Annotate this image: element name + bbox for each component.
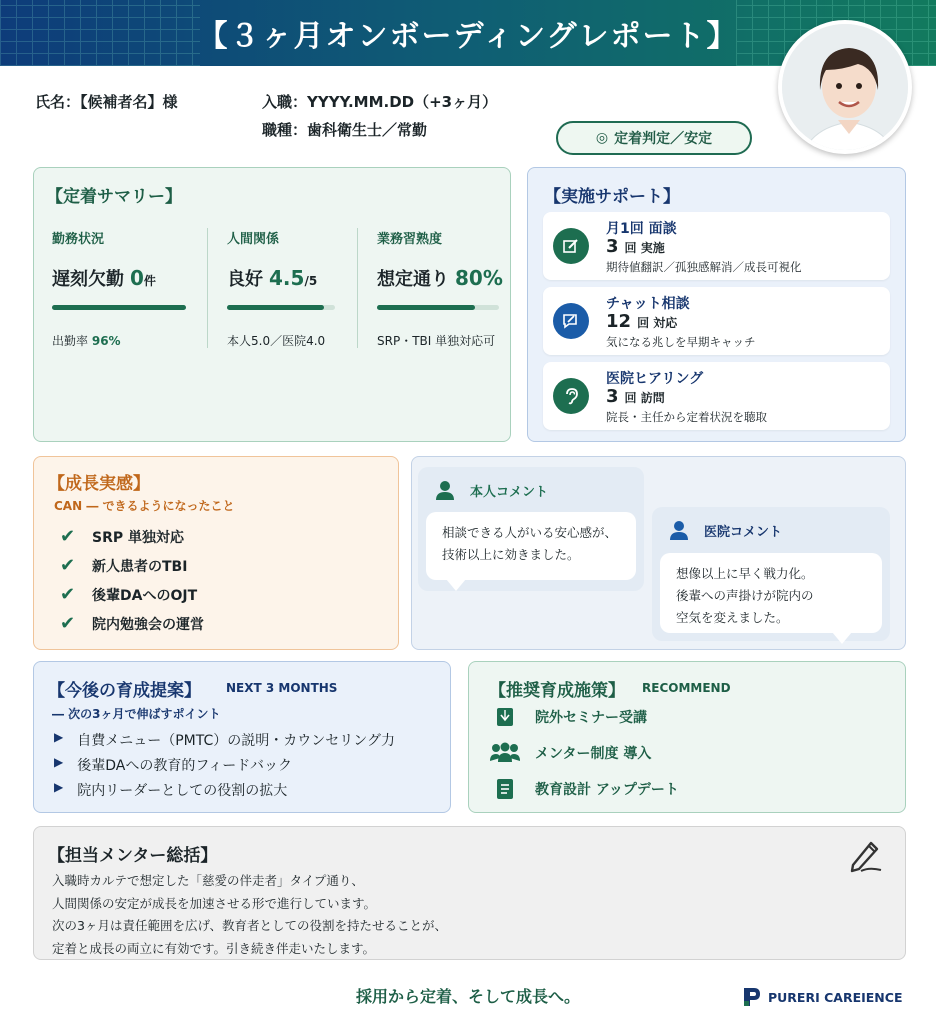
growth-card <box>33 456 399 650</box>
check-icon: ✔ <box>60 613 76 634</box>
support-count: 3 回 実施 <box>606 236 665 257</box>
mentor-summary-text: 入職時カルテで想定した「慈愛の伴走者」タイプ通り、 人間関係の安定が成長を加速させる形で進行しています。 次の3ヶ月は責任範囲を広げ、教育者としての役割を持たせることが、 定着と成長の両立に有効です。引き続き伴走いたします。 <box>52 873 447 956</box>
status-badge-label: 定着判定／安定 <box>614 131 713 147</box>
comment-bubble: 相談できる人がいる安心感が、 技術以上に効きました。 <box>426 512 636 580</box>
section-title: 【推奨育成施策】 <box>489 681 625 701</box>
progress-bar <box>52 305 186 310</box>
recommended-measures-card <box>468 661 906 813</box>
support-desc: 院長・主任から定着状況を聴取 <box>606 410 767 424</box>
status-badge <box>556 121 752 155</box>
bubble-tail <box>832 632 852 644</box>
list-item: ▶ 自費メニュー（PMTC）の説明・カウンセリング力 <box>54 730 395 749</box>
metric-note: 本人5.0／医院4.0 <box>227 334 326 348</box>
section-title: 【実施サポート】 <box>544 187 680 207</box>
list-item: ✔ 院内勉強会の運営 <box>60 613 204 634</box>
section-tag: NEXT 3 MONTHS <box>226 681 338 695</box>
header-grid-pattern <box>0 0 200 66</box>
triangle-icon: ▶ <box>54 730 64 744</box>
support-title: 月1回 面談 <box>606 221 677 237</box>
section-tag: RECOMMEND <box>642 681 731 695</box>
double-circle-icon: ◎ <box>595 130 609 146</box>
list-item: ✔ 後輩DAへのOJT <box>60 584 198 605</box>
triangle-icon: ▶ <box>54 780 64 794</box>
brand-logo: PURERI CAREIENCE <box>742 986 902 1008</box>
progress-bar <box>227 305 335 310</box>
triangle-icon: ▶ <box>54 755 64 769</box>
metric-proficiency <box>377 228 503 349</box>
candidate-photo <box>778 20 912 154</box>
clinic-comment <box>652 507 890 641</box>
support-card <box>527 167 906 442</box>
job-role: 職種：歯科衛生士／常勤 <box>262 121 428 139</box>
support-count: 12 回 対応 <box>606 311 678 332</box>
footer-tagline: 採用から定着、そして成長へ。 <box>355 987 580 1006</box>
bubble-tail <box>446 579 466 591</box>
support-desc: 気になる兆しを早期キャッチ <box>606 335 756 349</box>
check-icon: ✔ <box>60 584 76 605</box>
list-item: ▶ 後輩DAへの教育的フィードバック <box>54 755 292 774</box>
check-icon: ✔ <box>60 526 76 547</box>
list-item: ▶ 院内リーダーとしての役割の拡大 <box>54 780 288 799</box>
section-title: 【今後の育成提案】 <box>48 681 201 701</box>
join-date: 入職：YYYY.MM.DD（+3ヶ月） <box>262 93 498 111</box>
support-item-hearing <box>543 362 890 430</box>
list-item: ✔ 新人患者のTBI <box>60 555 188 576</box>
metric-attendance <box>52 228 186 349</box>
document-icon <box>489 778 521 800</box>
comment-header: 医院コメント <box>668 519 782 541</box>
divider <box>207 228 208 348</box>
page-title: 【３ヶ月オンボーディングレポート】 <box>197 19 739 54</box>
metric-value: 遅刻欠勤 0件 <box>52 266 156 290</box>
development-plan-card <box>33 661 451 813</box>
progress-bar <box>377 305 499 310</box>
comments-card <box>411 456 906 650</box>
candidate-name: 氏名：【候補者名】様 <box>35 93 178 111</box>
support-item-interview <box>543 212 890 280</box>
mentor-summary-card <box>33 826 906 960</box>
list-item: 教育設計 アップデート <box>489 778 679 800</box>
metric-value: 良好 4.5/5 <box>227 266 318 290</box>
comment-bubble: 想像以上に早く戦力化。 後輩への声掛けが院内の 空気を変えました。 <box>660 553 882 633</box>
support-item-chat <box>543 287 890 355</box>
metric-note: SRP・TBI 単独対応可 <box>377 334 496 348</box>
support-count: 3 回 訪問 <box>606 386 665 407</box>
pen-icon <box>847 835 887 879</box>
section-title: 【定着サマリー】 <box>46 187 182 207</box>
person-icon <box>668 519 690 541</box>
support-title: 医院ヒアリング <box>606 371 704 387</box>
person-icon <box>434 479 456 501</box>
book-icon <box>489 706 521 728</box>
metric-label: 人間関係 <box>227 232 280 247</box>
section-title: 【担当メンター総括】 <box>48 846 218 866</box>
retention-summary-card <box>33 167 511 442</box>
divider <box>357 228 358 348</box>
list-item: ✔ SRP 単独対応 <box>60 526 184 547</box>
list-item: 院外セミナー受講 <box>489 706 647 728</box>
metric-note: 出勤率 96% <box>52 334 121 348</box>
metric-label: 勤務状況 <box>52 232 105 247</box>
metric-relations <box>227 228 335 349</box>
ear-icon <box>553 378 589 414</box>
metric-value: 想定通り 80% <box>377 266 503 290</box>
section-title: 【成長実感】 <box>48 474 150 494</box>
support-title: チャット相談 <box>606 296 690 312</box>
list-item: メンター制度 導入 <box>489 742 651 764</box>
group-icon <box>489 742 521 764</box>
section-subtitle: ― 次の3ヶ月で伸ばすポイント <box>52 707 221 721</box>
check-icon: ✔ <box>60 555 76 576</box>
section-subtitle: CAN ― できるようになったこと <box>54 499 235 513</box>
comment-header: 本人コメント <box>434 479 548 501</box>
metric-label: 業務習熟度 <box>377 232 443 247</box>
self-comment <box>418 467 644 591</box>
support-desc: 期待値翻訳／孤独感解消／成長可視化 <box>606 260 802 274</box>
chat-pen-icon <box>553 303 589 339</box>
edit-icon <box>553 228 589 264</box>
brand-logo-icon <box>742 986 762 1008</box>
